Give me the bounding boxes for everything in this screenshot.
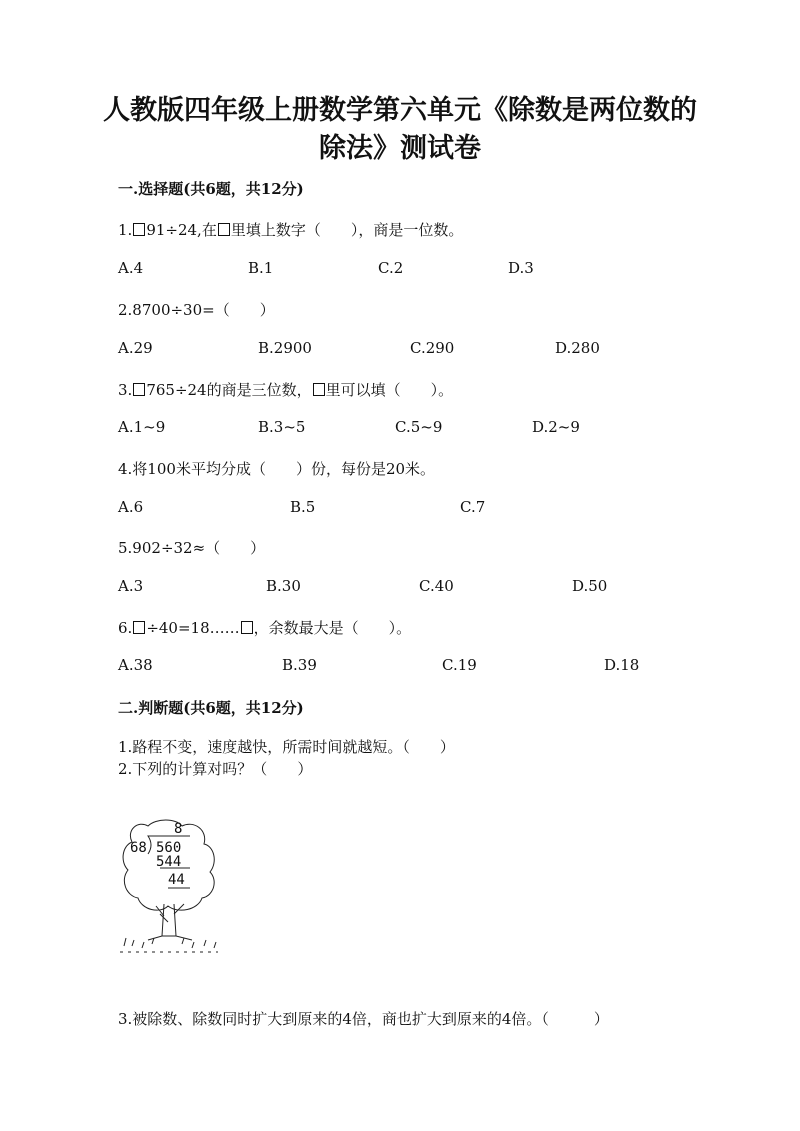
- blank-box: [133, 621, 145, 634]
- section-2-heading: 二.判断题(共6题，共12分): [118, 699, 304, 717]
- q5-option-c[interactable]: C.40: [419, 577, 454, 595]
- question-6: [118, 617, 411, 638]
- question-1-text-a: 91÷24,在: [146, 221, 217, 239]
- q6-option-c[interactable]: C.19: [442, 656, 477, 674]
- q5-option-d[interactable]: D.50: [572, 577, 608, 595]
- question-3-text-b: 里可以填（ ）。: [325, 381, 454, 399]
- q3-option-a[interactable]: A.1~9: [118, 418, 166, 436]
- q6-option-b[interactable]: B.39: [282, 656, 317, 674]
- divisor-number: 68: [130, 840, 147, 856]
- title-line-1: 人教版四年级上册数学第六单元《除数是两位数的: [103, 95, 697, 126]
- q1-option-b[interactable]: B.1: [248, 259, 274, 277]
- q4-option-b[interactable]: B.5: [290, 498, 316, 516]
- dividend-number: 560: [156, 840, 182, 856]
- q3-option-c[interactable]: C.5~9: [395, 418, 443, 436]
- q6-option-a[interactable]: A.38: [118, 656, 153, 674]
- blank-box: [241, 621, 253, 634]
- question-4: 4.将100米平均分成（ ）份，每份是20米。: [118, 460, 436, 478]
- judge-question-1: 1.路程不变，速度越快，所需时间就越短。（ ）: [118, 738, 455, 756]
- q2-option-a[interactable]: A.29: [118, 339, 153, 357]
- section-1-heading: 一.选择题(共6题，共12分): [118, 180, 304, 198]
- q6-option-d[interactable]: D.18: [604, 656, 640, 674]
- question-5: 5.902÷32≈（ ）: [118, 539, 266, 557]
- q3-option-b[interactable]: B.3~5: [258, 418, 306, 436]
- q2-option-b[interactable]: B.2900: [258, 339, 312, 357]
- title-line-2: 除法》测试卷: [319, 133, 481, 164]
- quotient-digit: 8: [174, 821, 183, 837]
- q1-option-d[interactable]: D.3: [508, 259, 534, 277]
- blank-box: [218, 223, 230, 236]
- question-6-text-a: ÷40=18……: [146, 619, 240, 637]
- q3-option-d[interactable]: D.2~9: [532, 418, 580, 436]
- question-6-number: 6.: [118, 619, 133, 637]
- q2-option-c[interactable]: C.290: [410, 339, 455, 357]
- q5-option-b[interactable]: B.30: [266, 577, 301, 595]
- q5-option-a[interactable]: A.3: [118, 577, 144, 595]
- question-1-text-b: 里填上数字（ ），商是一位数。: [230, 221, 464, 239]
- question-3-text-a: 765÷24的商是三位数，: [146, 381, 312, 399]
- blank-box: [313, 383, 325, 396]
- q2-option-d[interactable]: D.280: [555, 339, 600, 357]
- remainder-number: 44: [168, 872, 185, 888]
- q1-option-c[interactable]: C.2: [378, 259, 404, 277]
- tree-division-drawing-icon: [118, 818, 228, 963]
- q4-option-a[interactable]: A.6: [118, 498, 144, 516]
- product-number: 544: [156, 854, 182, 870]
- judge-question-3: 3.被除数、除数同时扩大到原来的4倍，商也扩大到原来的4倍。（ ）: [118, 1010, 609, 1028]
- judge-question-2: 2.下列的计算对吗？（ ）: [118, 760, 313, 778]
- question-3-number: 3.: [118, 381, 133, 399]
- blank-box: [133, 223, 145, 236]
- question-6-text-b: ，余数最大是（ ）。: [253, 619, 412, 637]
- q4-option-c[interactable]: C.7: [460, 498, 486, 516]
- question-3: [118, 379, 453, 400]
- page-title: [0, 92, 800, 168]
- question-1-number: 1.: [118, 221, 133, 239]
- question-2: 2.8700÷30=（ ）: [118, 301, 275, 319]
- blank-box: [133, 383, 145, 396]
- q1-option-a[interactable]: A.4: [118, 259, 144, 277]
- question-1: [118, 219, 463, 240]
